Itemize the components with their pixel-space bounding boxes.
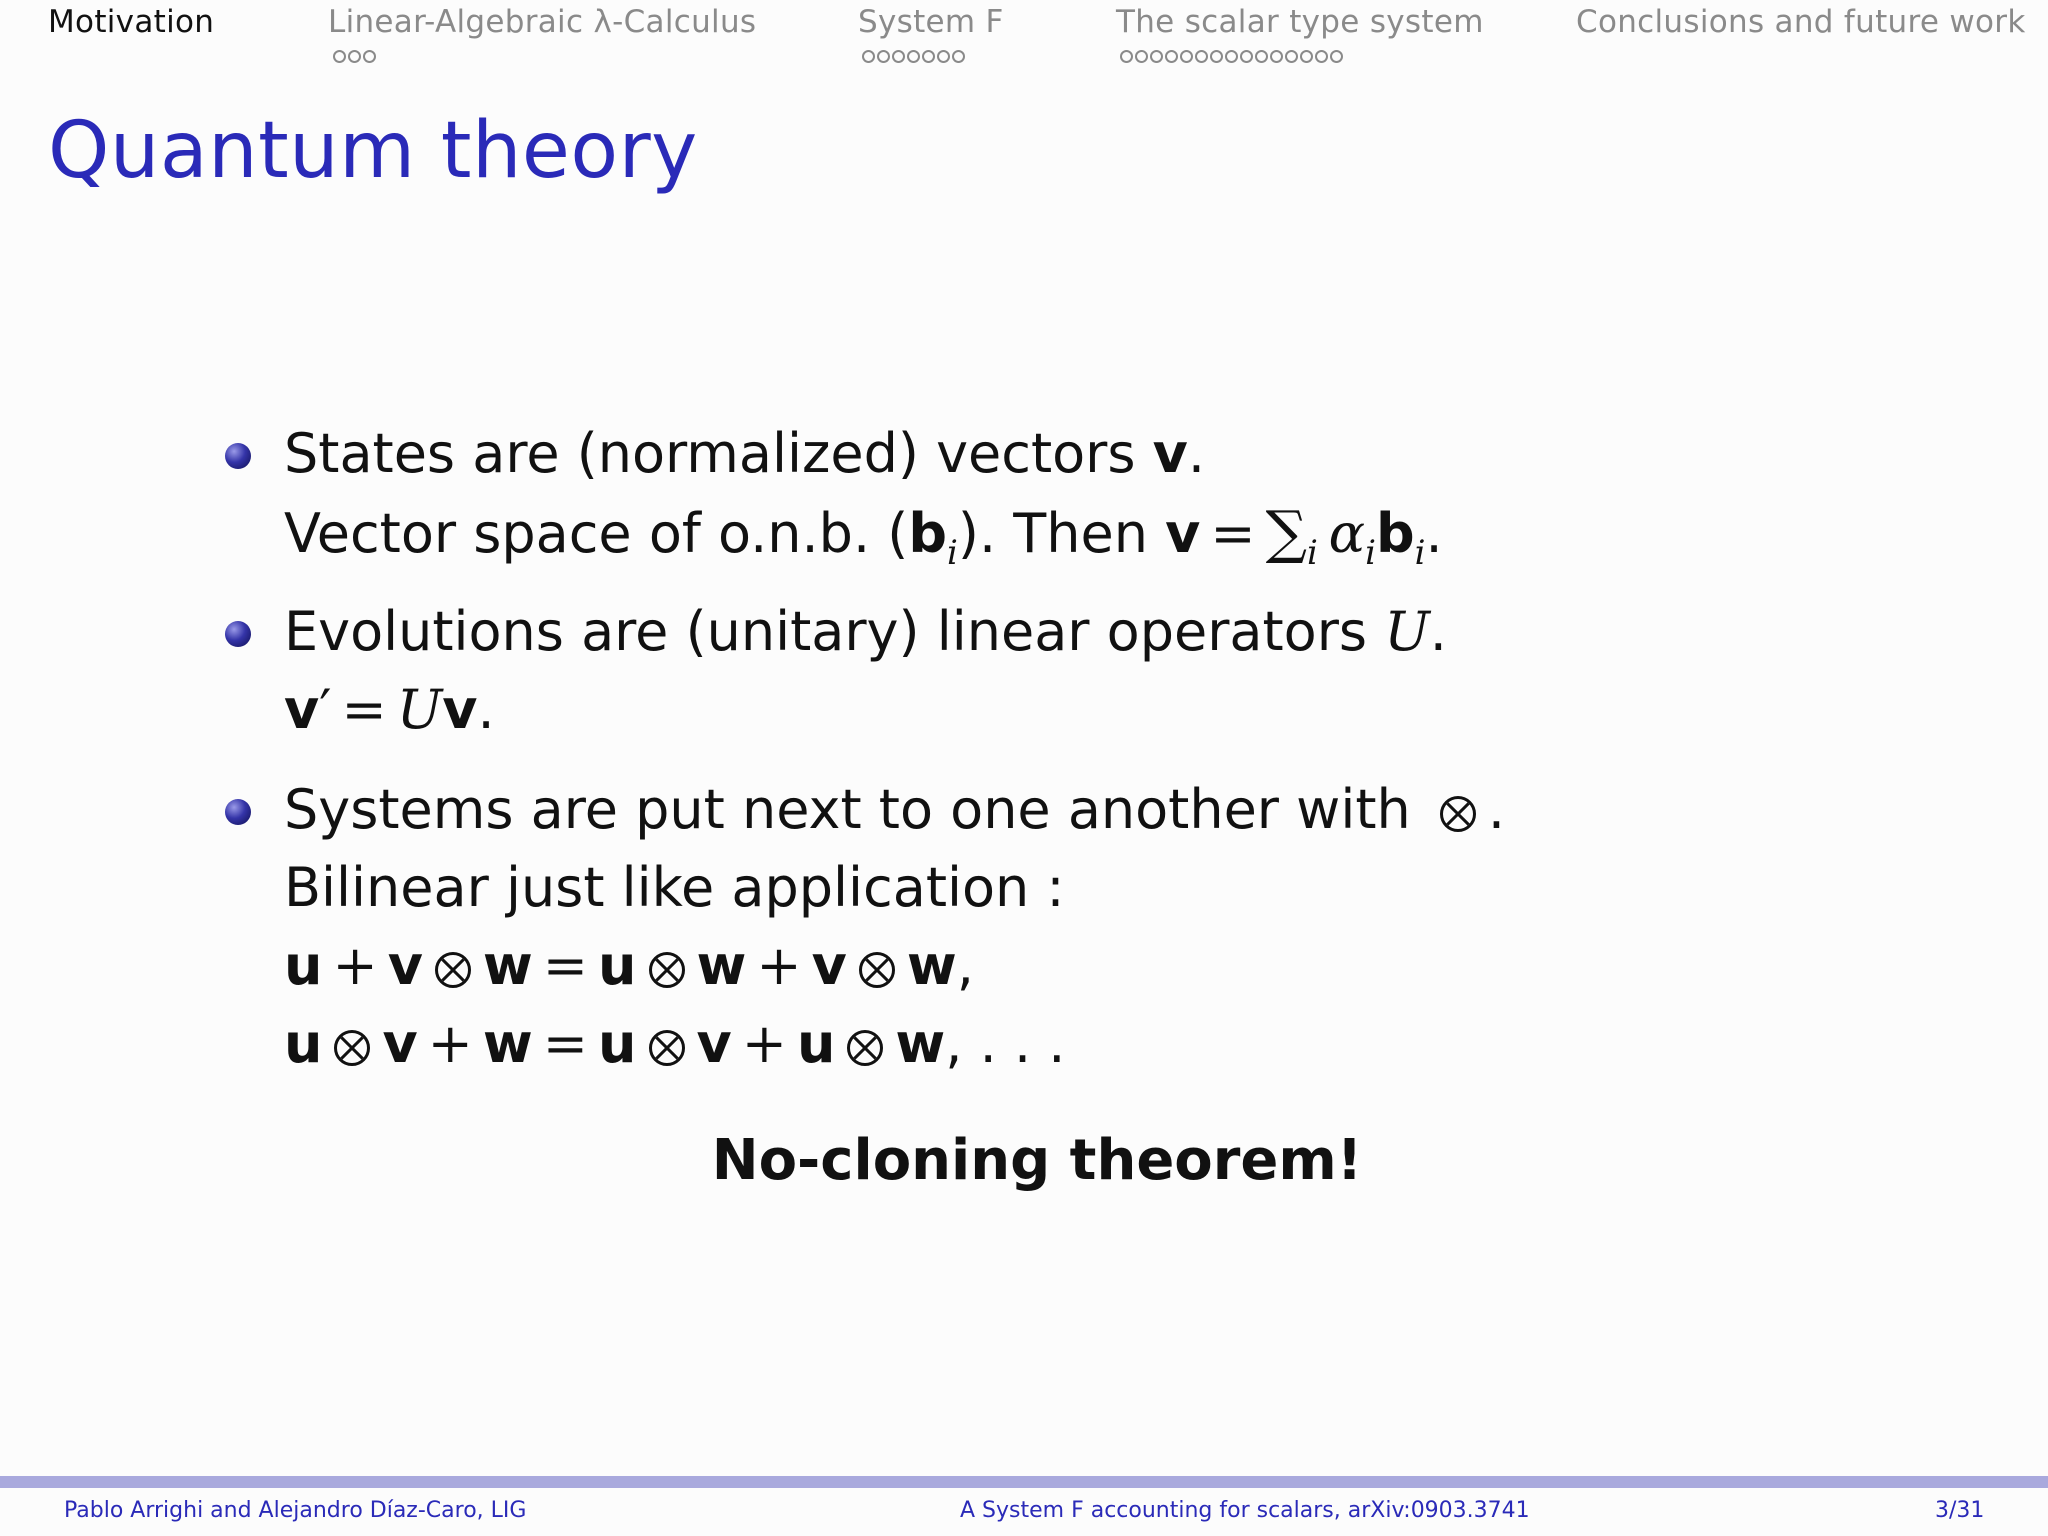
bullet-marker-icon [225,799,251,825]
nav-section-lambda-calculus[interactable]: Linear-Algebraic λ-Calculus [328,4,757,40]
nav-dot[interactable] [1240,50,1253,63]
bullet-line: v′ = Uv. [284,678,495,741]
otimes-icon [649,1030,685,1066]
bullet-evolutions [220,593,1920,749]
nav-dot[interactable] [877,50,890,63]
otimes-icon [1440,796,1476,832]
nav-dot[interactable] [907,50,920,63]
nav-dot[interactable] [1120,50,1133,63]
footer-bar [0,1476,2048,1488]
nav-dot[interactable] [1300,50,1313,63]
nav-dot[interactable] [952,50,965,63]
otimes-icon [334,1030,370,1066]
bullet-states [220,415,1920,571]
otimes-icon [435,952,471,988]
nav-section-system-f[interactable]: System F [858,4,1004,40]
nav-dot[interactable] [1330,50,1343,63]
bullet-line: Evolutions are (unitary) linear operators U. [284,600,1447,663]
nav-dot[interactable] [892,50,905,63]
nav-dot[interactable] [333,50,346,63]
bullet-list [220,415,1920,1105]
bullet-marker-icon [225,443,251,469]
footer-page-number: 3/31 [1935,1498,1985,1523]
nav-dots-scalar-type-system [1120,50,1343,63]
otimes-icon [649,952,685,988]
nav-dot[interactable] [1195,50,1208,63]
bullet-line: States are (normalized) vectors v. [284,422,1206,485]
formula-line: u + v w = u w + v w, [284,934,974,997]
nav-dot[interactable] [862,50,875,63]
nav-dot[interactable] [1150,50,1163,63]
nav-dot[interactable] [1225,50,1238,63]
nav-dots-lambda-calculus [333,50,376,63]
nav-dot[interactable] [1255,50,1268,63]
nav-dot[interactable] [1165,50,1178,63]
otimes-icon [847,1030,883,1066]
footer-authors: Pablo Arrighi and Alejandro Díaz-Caro, LIG [64,1498,527,1523]
nav-dot[interactable] [348,50,361,63]
nav-dot[interactable] [1180,50,1193,63]
bullet-line: Bilinear just like application : [284,856,1065,919]
otimes-icon [859,952,895,988]
nav-dot[interactable] [1285,50,1298,63]
nav-dot[interactable] [1270,50,1283,63]
bullet-line: Systems are put next to one another with . [284,778,1506,841]
nav-dot[interactable] [1135,50,1148,63]
nav-dot[interactable] [363,50,376,63]
nav-section-scalar-type-system[interactable]: The scalar type system [1116,4,1484,40]
bullet-line: Vector space of o.n.b. $(b_i)$. Then $v = \sum_i$ $\alpha_ib_i$. [284,498,1443,573]
nav-dot[interactable] [922,50,935,63]
section-navigation [0,0,2048,80]
no-cloning-emphasis: No-cloning theorem! [711,1128,1363,1193]
nav-dot[interactable] [1315,50,1328,63]
nav-dot[interactable] [1210,50,1223,63]
nav-section-conclusions[interactable]: Conclusions and future work [1576,4,2026,40]
slide-title: Quantum theory [48,106,698,196]
bullet-marker-icon [225,621,251,647]
bullet-systems [220,771,1920,1083]
nav-dots-system-f [862,50,965,63]
formula-line: u v + w = u v + u w, . . . [284,1012,1066,1075]
footer-talk-title: A System F accounting for scalars, arXiv:0903.3741 [960,1498,1530,1523]
nav-section-motivation[interactable]: Motivation [48,4,215,40]
nav-dot[interactable] [937,50,950,63]
